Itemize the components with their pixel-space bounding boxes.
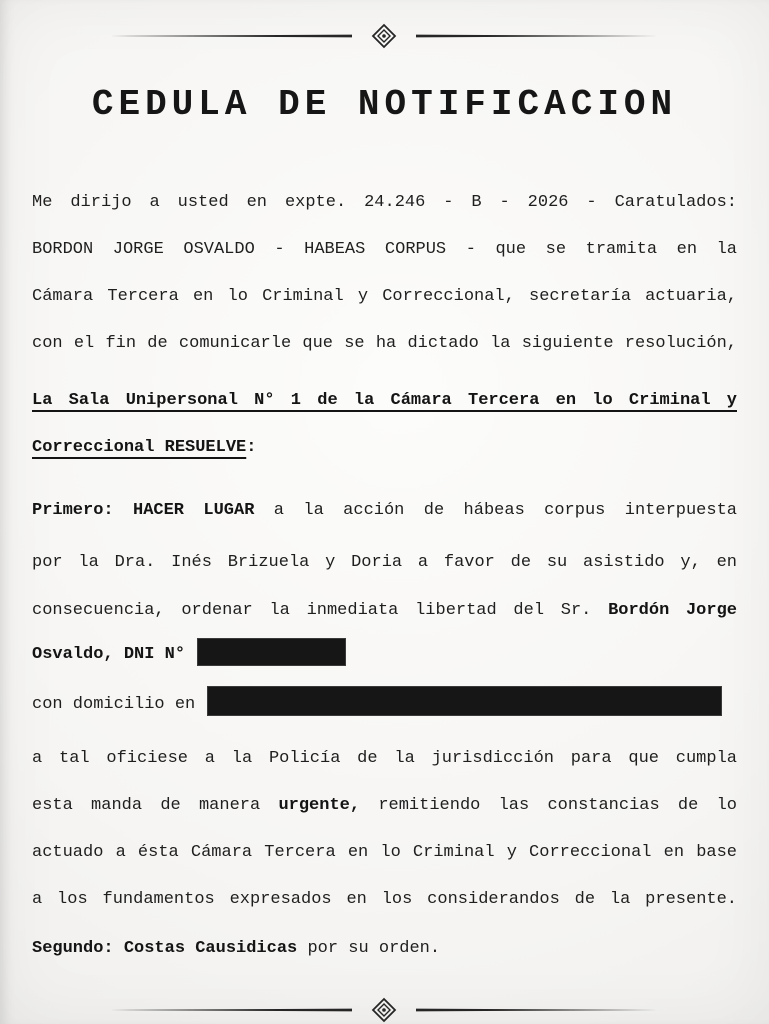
text-segment: La Sala Unipersonal N° 1 de la Cámara Tercera en lo Criminal y (32, 391, 737, 410)
text-segment: : (246, 438, 257, 457)
text-segment: Segundo: Costas Causidicas (32, 939, 298, 958)
dni-line (32, 638, 737, 670)
text-segment: esta manda de manera (32, 796, 279, 815)
body-line (32, 934, 737, 966)
redaction-bar-address (207, 686, 722, 716)
text-segment: a la acción de hábeas corpus interpuesta (254, 501, 737, 520)
document-title: CEDULA DE NOTIFICACION (91, 84, 678, 125)
text-segment: urgente, (278, 796, 361, 815)
diamond-divider-ornament-top (104, 22, 664, 50)
text-segment: Primero: HACER LUGAR (32, 501, 255, 520)
redaction-bar-dni (197, 638, 346, 666)
text-segment: a tal oficiese a la Policía de la jurisdicción para que cumpla (32, 749, 737, 768)
text-segment: con el fin de comunicarle que se ha dictado la siguiente resolución, (32, 334, 737, 353)
text-segment: Osvaldo, DNI N° (32, 645, 186, 664)
text-segment: remitiendo las constancias de lo (360, 796, 737, 815)
text-segment: Cámara Tercera en lo Criminal y Correccional, secretaría actuaria, (32, 287, 737, 306)
body-line (32, 188, 737, 220)
text-segment: por su orden. (297, 939, 441, 958)
text-segment: Me dirijo a usted en expte. 24.246 - B - 2026 - Caratulados: (32, 193, 737, 212)
body-line (32, 838, 737, 870)
body-line (32, 596, 737, 628)
text-segment: con domicilio en (32, 695, 196, 714)
body-line (32, 496, 737, 528)
text-segment: Bordón Jorge (608, 601, 737, 620)
address-line (32, 686, 737, 718)
text-segment: consecuencia, ordenar la inmediata libertad del Sr. (32, 601, 609, 620)
diamond-divider-ornament-bottom (104, 996, 664, 1024)
text-segment: por la Dra. Inés Brizuela y Doria a favor de su asistido y, en (32, 553, 737, 572)
body-line (32, 885, 737, 917)
body-line (32, 329, 737, 361)
body-line (32, 791, 737, 823)
body-line (32, 744, 737, 776)
text-segment: a los fundamentos expresados en los considerandos de la presente. (32, 890, 737, 909)
resolution-heading-line (32, 433, 737, 465)
text-segment: Correccional RESUELVE (32, 438, 247, 457)
body-line (32, 548, 737, 580)
text-segment: actuado a ésta Cámara Tercera en lo Criminal y Correccional en base (32, 843, 737, 862)
resolution-heading-line (32, 386, 737, 418)
body-line (32, 235, 737, 267)
body-line (32, 282, 737, 314)
text-segment: BORDON JORGE OSVALDO - HABEAS CORPUS - que se tramita en la (32, 240, 737, 259)
